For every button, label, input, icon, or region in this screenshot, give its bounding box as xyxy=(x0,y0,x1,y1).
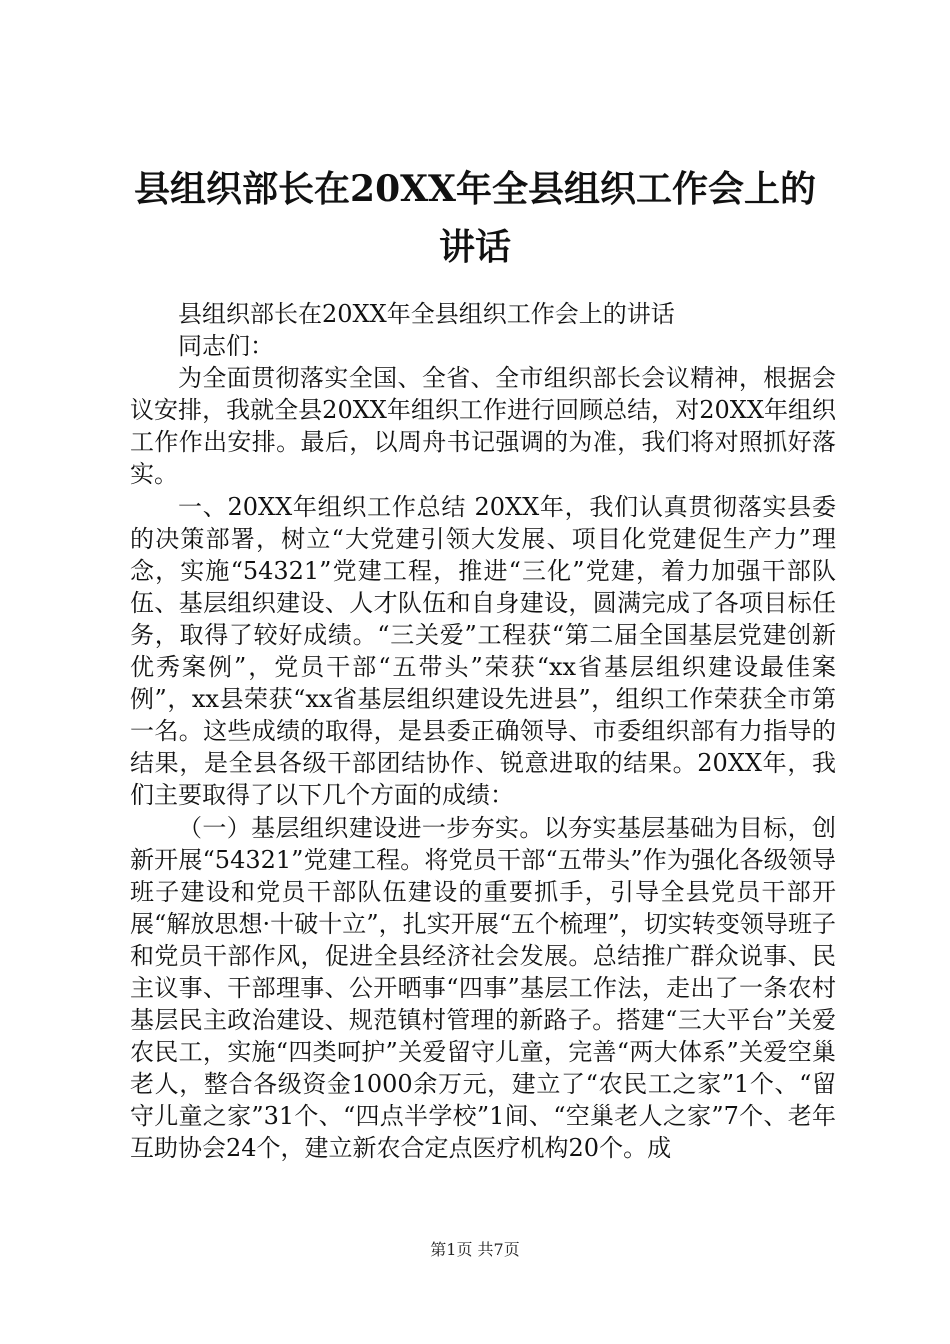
subtitle-line: 县组织部长在20XX年全县组织工作会上的讲话 xyxy=(178,300,675,328)
salutation: 同志们： xyxy=(178,332,274,361)
paragraph-summary: 一、20XX年组织工作总结 20XX年，我们认真贯彻落实县委的决策部署，树立“大党建引领大发展、项目化党建促生产力”理念，实施“54321”党建工程，推进“三化”党建，着力加强干部队伍、基层组织建设、人才队伍和自身建设，圆满完成了各项目标任务，取得了较好成绩。“三关爱”工程获“第二届全国基层党建创新优秀案例”，党员干部“五带头”荣获“xx省基层组织建设最佳案例”，xx县荣获“xx省基层组织建设先进县”，组织工作荣获全市第一名。这些成绩的取得，是县委正确领导、市委组织部有力指导的结果，是全县各级干部团结协作、锐意进取的结果。20XX年，我们主要取得了以下几个方面的成绩： xyxy=(130,492,836,810)
document-title: 县组织部长在20XX年全县组织工作会上的讲话 xyxy=(134,168,816,268)
document-body xyxy=(130,298,836,1165)
paragraph-section-1: （一）基层组织建设进一步夯实。以夯实基层基础为目标，创新开展“54321”党建工程。将党员干部“五带头”作为强化各级领导班子建设和党员干部队伍建设的重要抓手，引导全县党员干部开展“解放思想·十破十立”，扎实开展“五个梳理”，切实转变领导班子和党员干部作风，促进全县经济社会发展。总结推广群众说事、民主议事、干部理事、公开晒事“四事”基层工作法，走出了一条农村基层民主政治建设、规范镇村管理的新路子。搭建“三大平台”关爱农民工，实施“四类呵护”关爱留守儿童，完善“两大体系”关爱空巢老人，整合各级资金1000余万元，建立了“农民工之家”1个、“留守儿童之家”31个、“四点半学校”1间、“空巢老人之家”7个、老年互助协会24个，建立新农合定点医疗机构20个。成 xyxy=(130,813,836,1163)
paragraph-intro: 为全面贯彻落实全国、全省、全市组织部长会议精神，根据会议安排，我就全县20XX年组织工作进行回顾总结，对20XX年组织工作作出安排。最后，以周舟书记强调的为准，我们将对照抓好落实。 xyxy=(130,364,836,489)
page-footer: 第1页 共7页 xyxy=(430,1240,520,1259)
